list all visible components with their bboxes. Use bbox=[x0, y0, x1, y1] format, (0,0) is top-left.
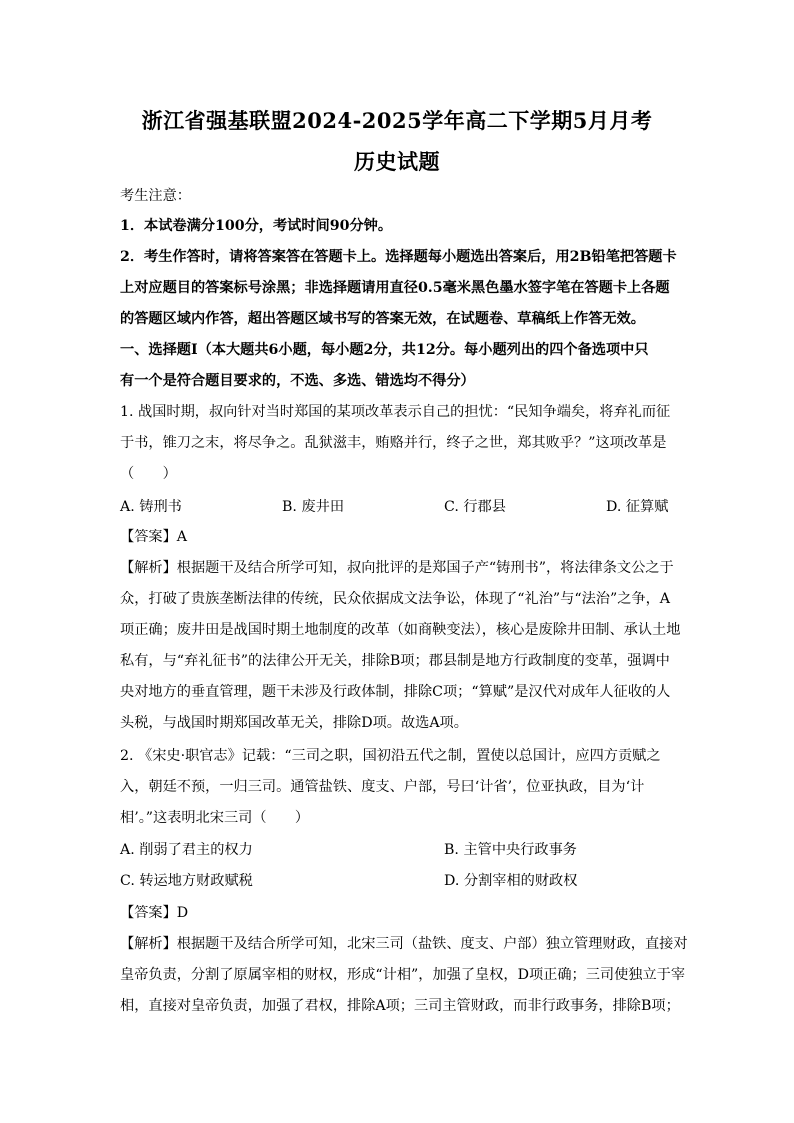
section-heading-line-2: 有一个是符合题目要求的，不选、多选、错选均不得分） bbox=[120, 373, 475, 389]
notice-item-1: 1．本试卷满分100分，考试时间90分钟。 bbox=[120, 218, 393, 234]
q1-answer: 【答案】A bbox=[120, 529, 187, 545]
q1-explanation-line-3: 项正确；废井田是战国时期土地制度的改革（如商鞅变法），核心是废除井田制、承认土地 bbox=[120, 622, 681, 638]
q1-option-d: D. 征算赋 bbox=[606, 499, 669, 515]
q1-stem-line-1: 1. 战国时期，叔向针对当时郑国的某项改革表示自己的担忧：“民知争端矣，将弃礼而征 bbox=[120, 404, 671, 420]
q1-option-b: B. 废井田 bbox=[282, 499, 345, 515]
q1-stem-line-3: （ ） bbox=[120, 466, 177, 482]
q2-option-a: A. 削弱了君主的权力 bbox=[120, 842, 253, 858]
q2-stem-line-2: 入，朝廷不预，一归三司。通管盐铁、度支、户部，号曰‘计省’，位亚执政，目为‘计 bbox=[120, 779, 645, 795]
notice-item-2-line-1: 2．考生作答时，请将答案答在答题卡上。选择题每小题选出答案后，用2B铅笔把答题卡 bbox=[120, 249, 677, 265]
q2-stem-line-1: 2. 《宋史·职官志》记载：“三司之职，国初沿五代之制，置使以总国计，应四方贡赋之 bbox=[120, 748, 661, 764]
q2-option-d: D. 分割宰相的财政权 bbox=[444, 873, 578, 889]
q1-stem-line-2: 于书，锥刀之末，将尽争之。乱狱滋丰，贿赂并行，终子之世，郑其败乎？”这项改革是 bbox=[120, 435, 667, 451]
q2-answer: 【答案】D bbox=[120, 905, 189, 921]
q2-explanation-line-2: 皇帝负责，分割了原属宰相的财权，形成“计相”，加强了皇权，D项正确；三司使独立于宰 bbox=[120, 967, 686, 983]
q1-explanation-line-1: 【解析】根据题干及结合所学可知，叔向批评的是郑国子产“铸刑书”，将法律条文公之于 bbox=[120, 560, 674, 576]
q1-option-a: A. 铸刑书 bbox=[120, 499, 182, 515]
q2-option-b: B. 主管中央行政事务 bbox=[444, 842, 577, 858]
q2-option-c: C. 转运地方财政赋税 bbox=[120, 873, 253, 889]
section-heading-line-1: 一、选择题Ⅰ（本大题共6小题，每小题2分，共12分。每小题列出的四个备选项中只 bbox=[120, 342, 649, 358]
q1-explanation-line-5: 央对地方的垂直管理，题干未涉及行政体制，排除C项；“算赋”是汉代对成年人征收的人 bbox=[120, 684, 671, 700]
q2-explanation-line-1: 【解析】根据题干及结合所学可知，北宋三司（盐铁、度支、户部）独立管理财政，直接对 bbox=[120, 936, 688, 952]
q1-option-c: C. 行郡县 bbox=[444, 499, 506, 515]
exam-title: 浙江省强基联盟2024-2025学年高二下学期5月月考 bbox=[141, 108, 653, 133]
q1-explanation-line-2: 众，打破了贵族垄断法律的传统，民众依据成文法争讼，体现了“礼治”与“法治”之争，A bbox=[120, 591, 671, 607]
notice-item-2-line-2: 上对应题目的答案标号涂黑；非选择题请用直径0.5毫米黑色墨水签字笔在答题卡上各题 bbox=[120, 280, 670, 296]
notice-heading: 考生注意： bbox=[120, 188, 191, 204]
notice-item-2-line-3: 的答题区域内作答，超出答题区域书写的答案无效，在试题卷、草稿纸上作答无效。 bbox=[120, 311, 645, 327]
q2-stem-line-3: 相’。”这表明北宋三司（ ） bbox=[120, 810, 310, 826]
q1-explanation-line-6: 头税，与战国时期郑国改革无关，排除D项。故选A项。 bbox=[120, 715, 468, 731]
exam-subtitle: 历史试题 bbox=[354, 149, 440, 174]
q2-explanation-line-3: 相，直接对皇帝负责，加强了君权，排除A项；三司主管财政，而非行政事务，排除B项； bbox=[120, 998, 680, 1014]
q1-explanation-line-4: 私有，与“弃礼征书”的法律公开无关，排除B项；郡县制是地方行政制度的变革，强调中 bbox=[120, 653, 670, 669]
